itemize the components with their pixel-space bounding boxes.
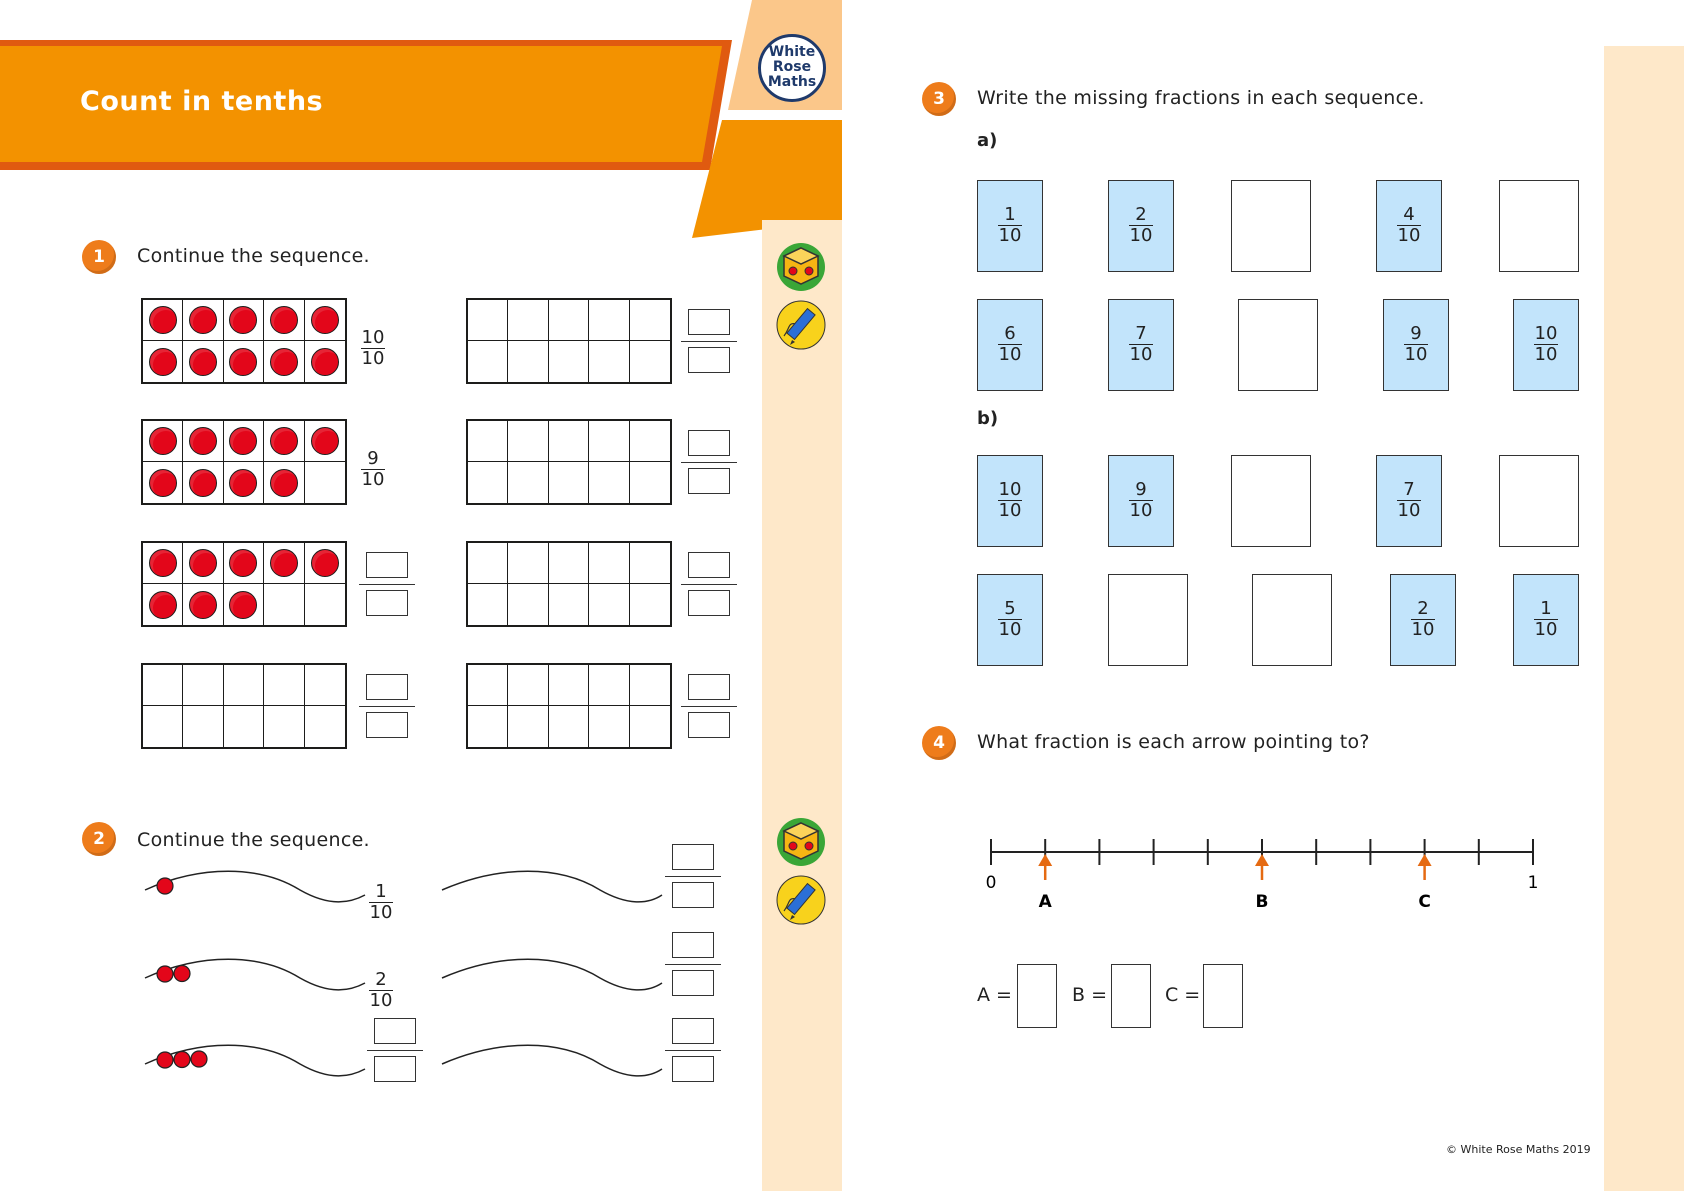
answer-fraction <box>367 1018 423 1084</box>
ten-frame-cell <box>143 341 183 382</box>
pencil-icon-2 <box>776 873 826 925</box>
ten-frame-cell <box>224 341 264 382</box>
ten-frame-cell <box>589 706 629 747</box>
given-fraction-numerator: 10 <box>361 327 385 348</box>
red-counter <box>270 306 298 334</box>
red-counter <box>189 427 217 455</box>
ten-frame-cell <box>305 300 345 341</box>
question-1-number: 1 <box>82 240 116 274</box>
ten-frame-cell <box>183 462 223 503</box>
ten-frame-cell <box>143 543 183 584</box>
card-fraction-denominator: 10 <box>1129 344 1153 365</box>
ten-frame-cell <box>264 543 304 584</box>
ten-frame-cell <box>305 341 345 382</box>
red-counter <box>149 591 177 619</box>
answer-fraction-denominator-box[interactable] <box>672 1056 714 1082</box>
pencil-icon <box>776 298 826 350</box>
ten-frame-cell <box>630 300 670 341</box>
given-fraction <box>356 449 390 490</box>
card-fraction-numerator: 5 <box>1004 598 1016 619</box>
answer-fraction-bar <box>665 876 721 877</box>
card-fraction-denominator: 10 <box>1397 225 1421 246</box>
question-1-prompt: Continue the sequence. <box>137 245 370 267</box>
bead <box>157 878 173 894</box>
red-counter <box>149 549 177 577</box>
ten-frame-cell <box>183 584 223 625</box>
ten-frame-cell <box>630 706 670 747</box>
ten-frame-cell <box>549 665 589 706</box>
ten-frame-cell <box>630 543 670 584</box>
answer-fraction <box>681 309 737 375</box>
number-line-end-label: 1 <box>1527 873 1539 893</box>
ten-frame-cell <box>468 300 508 341</box>
card-fraction-denominator: 10 <box>998 225 1022 246</box>
red-counter <box>149 348 177 376</box>
ten-frame-cell <box>264 584 304 625</box>
ten-frame-cell <box>549 300 589 341</box>
ten-frame-cell <box>630 462 670 503</box>
fraction-card <box>1108 455 1174 547</box>
ten-frame-cell <box>508 665 548 706</box>
fraction-card <box>1376 455 1442 547</box>
answer-box-a[interactable] <box>1017 964 1057 1028</box>
ten-frame-cell <box>549 341 589 382</box>
red-counter <box>229 591 257 619</box>
empty-ten-frame <box>466 663 672 749</box>
answer-fraction-bar <box>665 1050 721 1051</box>
ten-frame-cell <box>183 421 223 462</box>
answer-fraction-bar <box>367 1050 423 1051</box>
page-title: Count in tenths <box>80 86 324 117</box>
ten-frame-cell <box>183 543 223 584</box>
ten-frame-cell <box>468 706 508 747</box>
ten-frame-cell <box>508 706 548 747</box>
ten-frame-cell <box>508 300 548 341</box>
card-fraction <box>1124 480 1158 521</box>
ten-frame-cell <box>264 665 304 706</box>
answer-fraction-bar <box>681 584 737 585</box>
ten-frame <box>141 663 347 749</box>
ten-frame-cell <box>468 543 508 584</box>
card-fraction-numerator: 2 <box>1135 204 1147 225</box>
answer-box-c[interactable] <box>1203 964 1243 1028</box>
given-fraction-numerator: 9 <box>367 448 379 469</box>
card-fraction-numerator: 9 <box>1135 479 1147 500</box>
card-fraction <box>993 205 1027 246</box>
question-3-number: 3 <box>922 82 956 116</box>
answer-fraction-denominator-box[interactable] <box>688 468 730 494</box>
ten-frame-cell <box>264 341 304 382</box>
answer-label-c: C = <box>1165 984 1201 1006</box>
ten-frame-cell <box>549 706 589 747</box>
red-counter <box>149 427 177 455</box>
logo-line2: Rose <box>772 59 812 75</box>
answer-fraction-denominator-box[interactable] <box>366 712 408 738</box>
arrow-b <box>1255 854 1269 880</box>
ten-frame-cell <box>224 543 264 584</box>
answer-fraction-denominator-box[interactable] <box>672 970 714 996</box>
ten-frame-cell <box>305 543 345 584</box>
ten-frame-cell <box>305 706 345 747</box>
ten-frame-cell <box>183 341 223 382</box>
card-fraction <box>993 599 1027 640</box>
red-counter <box>311 549 339 577</box>
answer-fraction <box>665 844 721 910</box>
red-counter <box>229 306 257 334</box>
ten-frame-cell <box>468 421 508 462</box>
ten-frame-cell <box>630 421 670 462</box>
red-counter <box>189 469 217 497</box>
answer-fraction-numerator-box[interactable] <box>688 430 730 456</box>
ten-frame-cell <box>549 543 589 584</box>
reasoning-cube-icon-2 <box>776 815 826 867</box>
card-fraction <box>1406 599 1440 640</box>
fraction-card <box>1390 574 1456 666</box>
answer-fraction <box>665 932 721 998</box>
empty-bead-string <box>440 865 665 915</box>
fraction-card <box>1376 180 1442 272</box>
answer-label-b: B = <box>1072 984 1107 1006</box>
card-fraction-denominator: 10 <box>998 500 1022 521</box>
question-2-prompt: Continue the sequence. <box>137 829 370 851</box>
blank-answer-card[interactable] <box>1238 299 1318 391</box>
card-fraction-denominator: 10 <box>998 619 1022 640</box>
red-counter <box>229 427 257 455</box>
answer-fraction-denominator-box[interactable] <box>366 590 408 616</box>
red-counter <box>270 469 298 497</box>
card-fraction <box>1529 324 1563 365</box>
ten-frame-cell <box>264 462 304 503</box>
given-fraction <box>356 328 390 369</box>
question-2-number: 2 <box>82 822 116 856</box>
answer-fraction <box>681 430 737 496</box>
answer-fraction-bar <box>665 964 721 965</box>
given-fraction <box>364 882 398 923</box>
answer-fraction-bar <box>681 341 737 342</box>
blank-answer-card[interactable] <box>1108 574 1188 666</box>
ten-frame-cell <box>508 462 548 503</box>
empty-bead-string <box>440 1039 665 1089</box>
right-page-sidebar <box>1604 46 1684 1191</box>
empty-bead-string <box>440 953 665 1003</box>
bead-string <box>140 865 370 915</box>
card-fraction <box>993 480 1027 521</box>
fraction-card <box>1383 299 1449 391</box>
red-counter <box>189 348 217 376</box>
red-counter <box>270 427 298 455</box>
ten-frame-cell <box>305 462 345 503</box>
fraction-card <box>1108 299 1174 391</box>
ten-frame-cell <box>224 665 264 706</box>
red-counter <box>311 348 339 376</box>
bead-string <box>140 1039 370 1089</box>
bead <box>174 1052 190 1068</box>
ten-frame-cell <box>224 421 264 462</box>
card-fraction-numerator: 6 <box>1004 323 1016 344</box>
ten-frame-cell <box>224 584 264 625</box>
ten-frame-cell <box>183 665 223 706</box>
answer-fraction-bar <box>681 706 737 707</box>
answer-fraction-numerator-box[interactable] <box>672 844 714 870</box>
fraction-card <box>1513 574 1579 666</box>
card-fraction-denominator: 10 <box>998 344 1022 365</box>
card-fraction-numerator: 1 <box>1540 598 1552 619</box>
red-counter <box>149 306 177 334</box>
reasoning-cube-icon <box>776 240 826 292</box>
card-fraction-numerator: 7 <box>1135 323 1147 344</box>
white-rose-maths-logo <box>758 34 826 102</box>
answer-fraction-numerator-box[interactable] <box>688 674 730 700</box>
empty-ten-frame <box>466 298 672 384</box>
blank-answer-card[interactable] <box>1231 455 1311 547</box>
answer-fraction-numerator-box[interactable] <box>366 674 408 700</box>
arrow-a <box>1038 854 1052 880</box>
red-counter <box>229 348 257 376</box>
answer-box-b[interactable] <box>1111 964 1151 1028</box>
bead-string <box>140 953 370 1003</box>
ten-frame-cell <box>183 706 223 747</box>
given-fraction-denominator: 10 <box>361 348 385 369</box>
card-fraction <box>1392 205 1426 246</box>
answer-fraction-bar <box>359 706 415 707</box>
card-fraction-numerator: 10 <box>998 479 1022 500</box>
blank-answer-card[interactable] <box>1499 455 1579 547</box>
answer-fraction-bar <box>681 462 737 463</box>
ten-frame <box>141 419 347 505</box>
empty-ten-frame <box>466 541 672 627</box>
number-line-start-label: 0 <box>985 873 997 893</box>
blank-answer-card[interactable] <box>1499 180 1579 272</box>
bead <box>174 966 190 982</box>
red-counter <box>311 427 339 455</box>
answer-fraction-bar <box>359 584 415 585</box>
ten-frame-cell <box>549 584 589 625</box>
left-page-sidebar <box>762 220 842 1191</box>
answer-fraction-denominator-box[interactable] <box>672 882 714 908</box>
ten-frame-cell <box>508 341 548 382</box>
ten-frame-cell <box>305 421 345 462</box>
ten-frame-cell <box>468 462 508 503</box>
answer-fraction-denominator-box[interactable] <box>374 1056 416 1082</box>
card-fraction-denominator: 10 <box>1534 619 1558 640</box>
red-counter <box>189 549 217 577</box>
answer-label-a: A = <box>977 984 1012 1006</box>
ten-frame-cell <box>468 665 508 706</box>
ten-frame-cell <box>508 584 548 625</box>
ten-frame-cell <box>143 300 183 341</box>
answer-fraction-denominator-box[interactable] <box>688 590 730 616</box>
ten-frame-cell <box>589 665 629 706</box>
arrow-label: A <box>1038 892 1052 912</box>
ten-frame-cell <box>143 584 183 625</box>
answer-fraction-numerator-box[interactable] <box>688 552 730 578</box>
ten-frame-cell <box>589 462 629 503</box>
card-fraction-denominator: 10 <box>1404 344 1428 365</box>
card-fraction <box>1529 599 1563 640</box>
fraction-card <box>977 180 1043 272</box>
red-counter <box>149 469 177 497</box>
card-fraction-denominator: 10 <box>1397 500 1421 521</box>
ten-frame-cell <box>508 543 548 584</box>
answer-fraction <box>681 674 737 740</box>
bead <box>191 1051 207 1067</box>
red-counter <box>189 591 217 619</box>
card-fraction-numerator: 1 <box>1004 204 1016 225</box>
ten-frame-cell <box>589 584 629 625</box>
ten-frame-cell <box>589 543 629 584</box>
fraction-card <box>977 299 1043 391</box>
fraction-card <box>977 574 1043 666</box>
question-3-prompt: Write the missing fractions in each sequence. <box>977 87 1425 109</box>
ten-frame-cell <box>143 665 183 706</box>
ten-frame-cell <box>183 300 223 341</box>
card-fraction-numerator: 4 <box>1403 204 1415 225</box>
answer-fraction <box>681 552 737 618</box>
card-fraction-denominator: 10 <box>1129 500 1153 521</box>
ten-frame-cell <box>305 584 345 625</box>
red-counter <box>229 549 257 577</box>
given-fraction <box>364 970 398 1011</box>
ten-frame-cell <box>264 421 304 462</box>
part-b-label: b) <box>977 408 999 429</box>
card-fraction-denominator: 10 <box>1534 344 1558 365</box>
answer-fraction-denominator-box[interactable] <box>688 347 730 373</box>
empty-ten-frame <box>466 419 672 505</box>
card-fraction-numerator: 10 <box>1534 323 1558 344</box>
ten-frame-cell <box>224 706 264 747</box>
ten-frame-cell <box>224 462 264 503</box>
ten-frame-cell <box>468 584 508 625</box>
ten-frame-cell <box>305 665 345 706</box>
ten-frame <box>141 298 347 384</box>
ten-frame-cell <box>143 462 183 503</box>
card-fraction <box>1124 324 1158 365</box>
copyright: © White Rose Maths 2019 <box>1446 1143 1591 1156</box>
answer-fraction <box>359 552 415 618</box>
arrow-label: C <box>1418 892 1431 912</box>
part-a-label: a) <box>977 130 998 151</box>
answer-fraction-denominator-box[interactable] <box>688 712 730 738</box>
red-counter <box>270 348 298 376</box>
card-fraction-numerator: 2 <box>1417 598 1429 619</box>
card-fraction <box>1392 480 1426 521</box>
ten-frame-cell <box>630 341 670 382</box>
ten-frame-cell <box>549 421 589 462</box>
ten-frame-cell <box>468 341 508 382</box>
answer-fraction-numerator-box[interactable] <box>688 309 730 335</box>
ten-frame-cell <box>549 462 589 503</box>
given-fraction-denominator: 10 <box>361 469 385 490</box>
card-fraction <box>993 324 1027 365</box>
fraction-card <box>1108 180 1174 272</box>
blank-answer-card[interactable] <box>1231 180 1311 272</box>
fraction-card <box>977 455 1043 547</box>
question-4-prompt: What fraction is each arrow pointing to? <box>977 731 1370 753</box>
ten-frame-cell <box>630 665 670 706</box>
red-counter <box>270 549 298 577</box>
red-counter <box>189 306 217 334</box>
ten-frame-cell <box>508 421 548 462</box>
ten-frame-cell <box>589 300 629 341</box>
ten-frame-cell <box>143 706 183 747</box>
ten-frame-cell <box>589 421 629 462</box>
ten-frame-cell <box>630 584 670 625</box>
card-fraction-denominator: 10 <box>1129 225 1153 246</box>
card-fraction <box>1124 205 1158 246</box>
answer-fraction-numerator-box[interactable] <box>366 552 408 578</box>
ten-frame-cell <box>264 300 304 341</box>
ten-frame-cell <box>264 706 304 747</box>
red-counter <box>229 469 257 497</box>
card-fraction-denominator: 10 <box>1411 619 1435 640</box>
answer-fraction-numerator-box[interactable] <box>672 1018 714 1044</box>
arrow-label: B <box>1255 892 1269 912</box>
red-counter <box>311 306 339 334</box>
answer-fraction-numerator-box[interactable] <box>672 932 714 958</box>
answer-fraction <box>665 1018 721 1084</box>
card-fraction-numerator: 9 <box>1410 323 1422 344</box>
given-fraction-numerator: 1 <box>375 881 387 902</box>
ten-frame-cell <box>224 300 264 341</box>
bead <box>157 966 173 982</box>
card-fraction-numerator: 7 <box>1403 479 1415 500</box>
ten-frame-cell <box>589 341 629 382</box>
card-fraction <box>1399 324 1433 365</box>
answer-fraction <box>359 674 415 740</box>
ten-frame-cell <box>143 421 183 462</box>
given-fraction-denominator: 10 <box>369 990 393 1011</box>
header-banner <box>0 0 842 240</box>
ten-frame <box>141 541 347 627</box>
fraction-card <box>1513 299 1579 391</box>
logo-line3: Maths <box>767 74 817 90</box>
blank-answer-card[interactable] <box>1252 574 1332 666</box>
arrow-c <box>1418 854 1432 880</box>
question-4-number: 4 <box>922 726 956 760</box>
given-fraction-numerator: 2 <box>375 969 387 990</box>
answer-fraction-numerator-box[interactable] <box>374 1018 416 1044</box>
bead <box>157 1052 173 1068</box>
given-fraction-denominator: 10 <box>369 902 393 923</box>
logo-line1: White <box>768 44 816 60</box>
